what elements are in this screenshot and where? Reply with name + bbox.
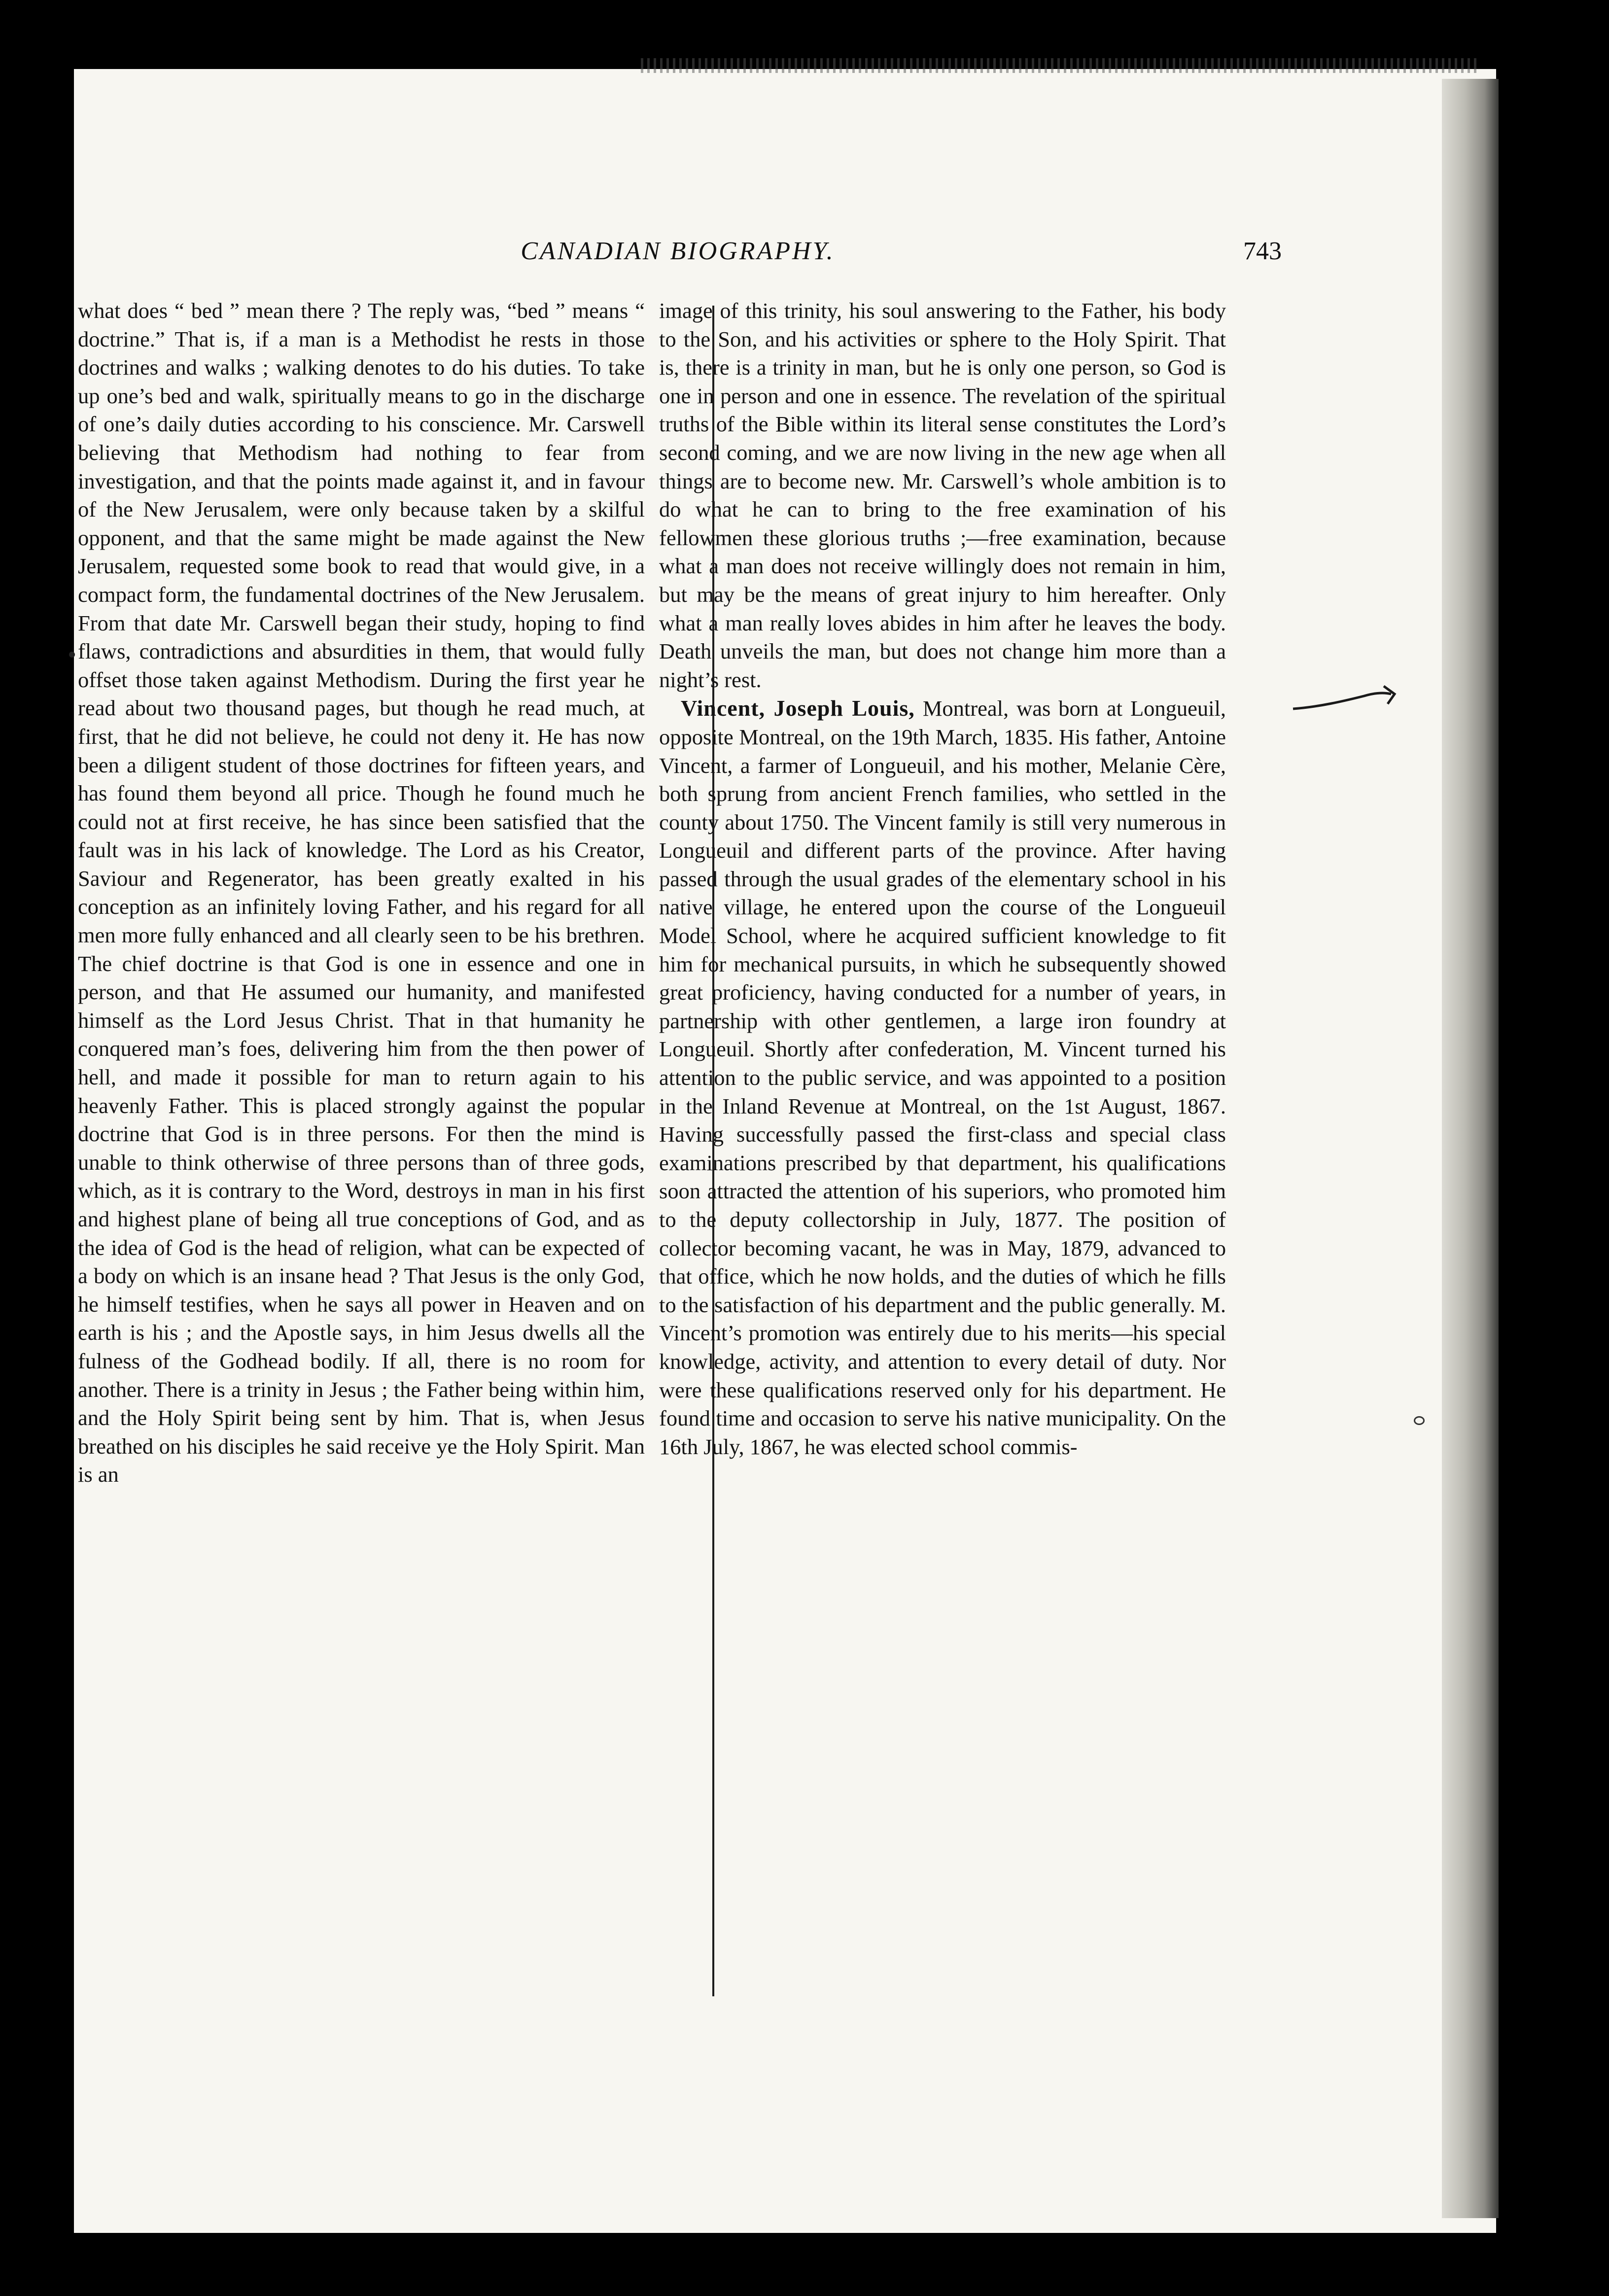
entry-name: Vincent, Joseph Louis, [681, 696, 915, 721]
entry-text: Montreal, was born at Longueuil, opposite Montreal, on the 19th March, 1835. His father, Antoine Vincent, a farmer of Longueuil, and his mother, Melanie Cère, both sprung from ancient French families, who settled in the county about 1750. The Vincent family is still very numerous in Longueuil and different parts of the province. After having passed through the usual grades of the elementary school in his native village, he entered upon the course of the Longueuil Model School, where he acquired sufficient knowledge to fit him for mechanical pursuits, in which he subsequently showed great proficiency, having conducted for a number of years, in partnership with other gentlemen, a large iron foundry at Longueuil. Shortly after confederation, M. Vincent turned his attention to the public service, and was appointed to a position in the Inland Revenue at Montreal, on the 1st August, 1867. Having successfully passed the first-class and special class examinations prescribed by that department, his qualifications soon attracted the attention of his superiors, who promoted him to the deputy collectorship in July, 1877. The position of collector becoming vacant, he was in May, 1879, advanced to that office, which he now holds, and the duties of which he fills to the satisfaction of his department and the public generally. M. Vincent’s promotion was entirely due to his merits—his special knowledge, activity, and attention to every detail of duty. Nor were these qualifications reserved only for his department. He found time and occasion to serve his native municipality. On the 16th July, 1867, he was elected school commis- [659, 696, 1226, 1459]
left-column-text: what does “ bed ” mean there ? The reply was, “bed ” means “ doctrine.” That is, if a man is a Methodist he rests in those doctrines and walks ; walking denotes to do his duties. To take up one’s bed and walk, spiritually means to go in the discharge of one’s daily duties according to his conscience. Mr. Carswell believing that Methodism had nothing to fear from investigation, and that the points made against it, and in favour of the New Jerusalem, were only because taken by a skilful opponent, and that the same might be made against the New Jerusalem, requested some book to read that would give, in a compact form, the fundamental doctrines of the New Jerusalem. From that date Mr. Carswell began their study, hoping to find flaws, contradictions and absurdities in them, that would fully offset those taken against Methodism. During the first year he read about two thousand pages, but though he read much, at first, that he did not believe, he could not deny it. He has now been a diligent student of those doctrines for fifteen years, and has found them beyond all price. Though he found much he could not at first receive, he has since been satisfied that the fault was in his lack of knowledge. The Lord as his Creator, Saviour and Regenerator, has been greatly exalted in his conception as an infinitely loving Father, and his regard for all men more fully enhanced and all clearly seen to be his brethren. The chief doctrine is that God is one in essence and one in person, and that He assumed our humanity, and manifested himself as the Lord Jesus Christ. That in that humanity he conquered man’s foes, delivering him from the then power of hell, and made it possible for man to return again to his heavenly Father. This is placed strongly against the popular doctrine that God is in three persons. For then the mind is unable to think otherwise of three persons than of three gods, which, as it is contrary to the Word, destroys in man in his first and highest plane of being all true conceptions of God, and as the idea of God is the head of religion, what can be expected of a body on which is an insane head ? That Jesus is the only God, he himself testifies, when he says all power in Heaven and on earth is his ; and the Apostle says, in him Jesus dwells all the fulness of the Godhead bodily. If all, there is no room for another. There is a trinity in Jesus ; the Father being within him, and the Holy Spirit being sent by him. That is, when Jesus breathed on his disciples he said receive ye the Holy Spirit. Man is an [78, 298, 645, 1487]
margin-circle-mark [1414, 1416, 1425, 1425]
running-title: CANADIAN BIOGRAPHY. [521, 237, 835, 265]
page-number: 743 [1243, 237, 1282, 265]
page-header [74, 237, 1282, 276]
left-column [78, 297, 645, 1489]
margin-dot-mark [69, 652, 75, 658]
right-column [659, 297, 1226, 1461]
scan-artifact [641, 58, 1479, 73]
page-edge-shadow [1442, 79, 1499, 2218]
biography-entry [659, 694, 1226, 1461]
right-column-continued-text: image of this trinity, his soul answering to the Father, his body to the Son, and his activities or sphere to the Holy Spirit. That is, there is a trinity in man, but he is only one person, so God is one in person and one in essence. The revelation of the spiritual truths of the Bible within its literal sense constitutes the Lord’s second coming, and we are now living in the new age when all things are to become new. Mr. Carswell’s whole ambition is to do what he can to bring to the free examination of his fellowmen these glorious truths ;—free examination, because what a man does not receive willingly does not remain in him, but may be the means of great injury to him hereafter. Only what a man really loves abides in him after he leaves the body. Death unveils the man, but does not change him more than a night’s rest. [659, 298, 1226, 692]
margin-pen-arrow-mark [1290, 683, 1403, 718]
